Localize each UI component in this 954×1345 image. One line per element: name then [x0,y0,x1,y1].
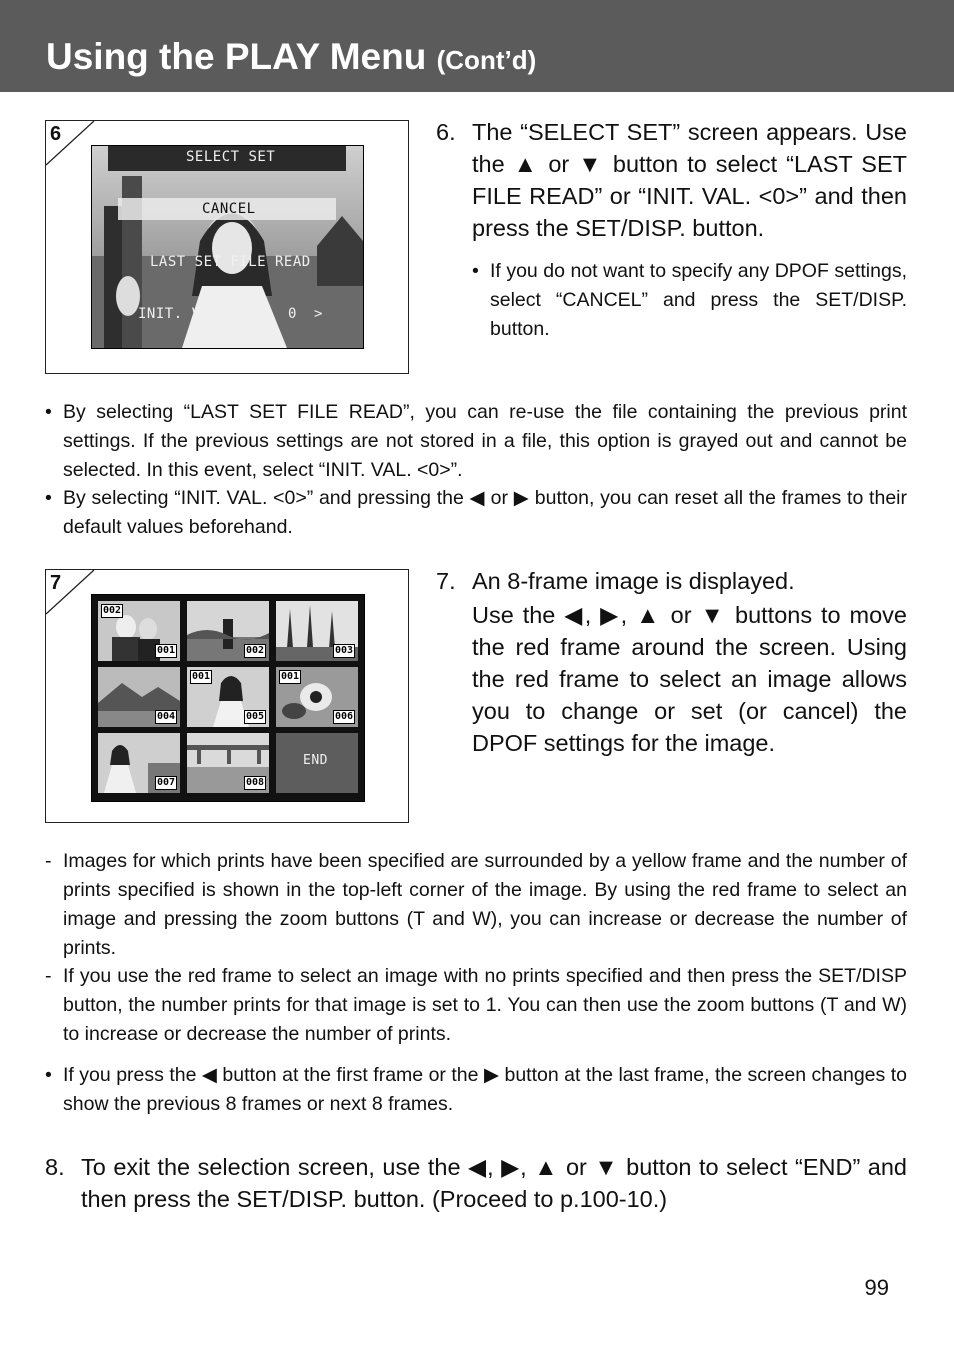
end-label: END [303,753,328,768]
select-set-screen [91,145,364,349]
frame-tile-5[interactable] [187,667,269,727]
step-7-number: 7. [436,568,456,594]
end-tile[interactable] [276,733,358,793]
step-6-note-text: If you do not want to specify any DPOF settings, select “CANCEL” and press the SET/DISP. button. [490,260,907,340]
option-last-set-file-read: LAST SET FILE READ [150,254,311,270]
frame-tile-8[interactable] [187,733,269,793]
figure-7-number: 7 [50,572,62,594]
step-6-note [472,257,907,344]
note-b-3-marker: • [45,1064,52,1086]
frame-tile-3[interactable] [276,601,358,661]
frame-number-tag: 005 [245,711,264,722]
note-b-1 [45,847,907,963]
option-init-val: INIT. VAL. [138,306,228,322]
step-8-number: 8. [45,1154,65,1180]
frame-number-tag: 007 [156,777,175,788]
step-8-text: To exit the selection screen, use the ◀, ▶, ▲ or ▼ button to select “END” and then press the SET/DISP. button. (Proceed to p.100-10.) [81,1154,907,1212]
init-val-left-arrow: < [254,306,263,322]
frame-number-tag: 008 [245,777,264,788]
note-b-2 [45,962,907,1049]
page-number: 99 [864,1275,889,1300]
step-6 [436,116,907,244]
frame-number-tag: 003 [334,645,353,656]
step-7-line1: An 8-frame image is displayed. [472,568,795,594]
option-cancel: CANCEL [202,201,256,217]
figure-6 [45,120,409,374]
frame-tile-2[interactable] [187,601,269,661]
note-a-2-text: By selecting “INIT. VAL. <0>” and pressing the ◀ or ▶ button, you can reset all the frames to their default values beforehand. [63,487,907,538]
step-8 [45,1151,907,1215]
title-text: Using the PLAY Menu [46,36,427,77]
frame-number-tag: 006 [334,711,353,722]
frame-number-tag: 002 [245,645,264,656]
note-b-2-marker: - [45,965,52,987]
figure-7 [45,569,409,823]
frame-tile-6[interactable] [276,667,358,727]
frame-number-tag: 001 [156,645,175,656]
frame-tile-4[interactable] [98,667,180,727]
screen-title: SELECT SET [186,149,276,165]
note-a-1 [45,398,907,485]
page-title [46,36,536,78]
note-a-2-marker: • [45,487,52,509]
note-b-2-text: If you use the red frame to select an image with no prints specified and then press the SET/DISP button, the number prints for that image is set to 1. You can then use the zoom buttons (T and W) to increase or decrease the number of prints. [63,965,907,1045]
frame-tile-1[interactable] [98,601,180,661]
note-a-1-marker: • [45,401,52,423]
title-subtitle: (Cont’d) [436,45,537,75]
print-count-tag: 001 [281,671,300,682]
step-6-number: 6. [436,119,456,145]
print-count-tag: 002 [103,605,122,616]
frame-number-tag: 004 [156,711,175,722]
note-b-3 [45,1061,907,1119]
step-6-text: The “SELECT SET” screen appears. Use the ▲ or ▼ button to select “LAST SET FILE READ” or “INIT. VAL. <0>” and then press the SET/DISP. button. [472,119,907,241]
note-a-2 [45,484,907,542]
note-b-1-marker: - [45,850,52,872]
note-a-1-text: By selecting “LAST SET FILE READ”, you can re-use the file containing the previous print settings. If the previous settings are not stored in a file, this option is grayed out and cannot be selected. In this event, select “INIT. VAL. <0>”. [63,401,907,481]
print-count-tag: 001 [192,671,211,682]
step-7-text: Use the ◀, ▶, ▲ or ▼ buttons to move the red frame around the screen. Using the red frame to select an image allows you to change or set (or cancel) the DPOF settings for the image. [472,602,907,756]
note-b-1-text: Images for which prints have been specified are surrounded by a yellow frame and the number of prints specified is shown in the top-left corner of the image. By using the red frame to select an image and pressing the zoom buttons (T and W), you can increase or decrease the number of prints. [63,850,907,959]
note-b-3-text: If you press the ◀ button at the first frame or the ▶ button at the last frame, the screen changes to show the previous 8 frames or next 8 frames. [63,1064,907,1115]
eight-frame-screen [91,594,365,802]
step-7 [436,565,907,759]
bullet-marker: • [472,260,479,282]
frame-tile-7[interactable] [98,733,180,793]
init-val-right-arrow: > [314,306,323,322]
page-header [0,0,954,92]
figure-6-number: 6 [50,123,62,145]
init-val-value: 0 [288,306,297,322]
